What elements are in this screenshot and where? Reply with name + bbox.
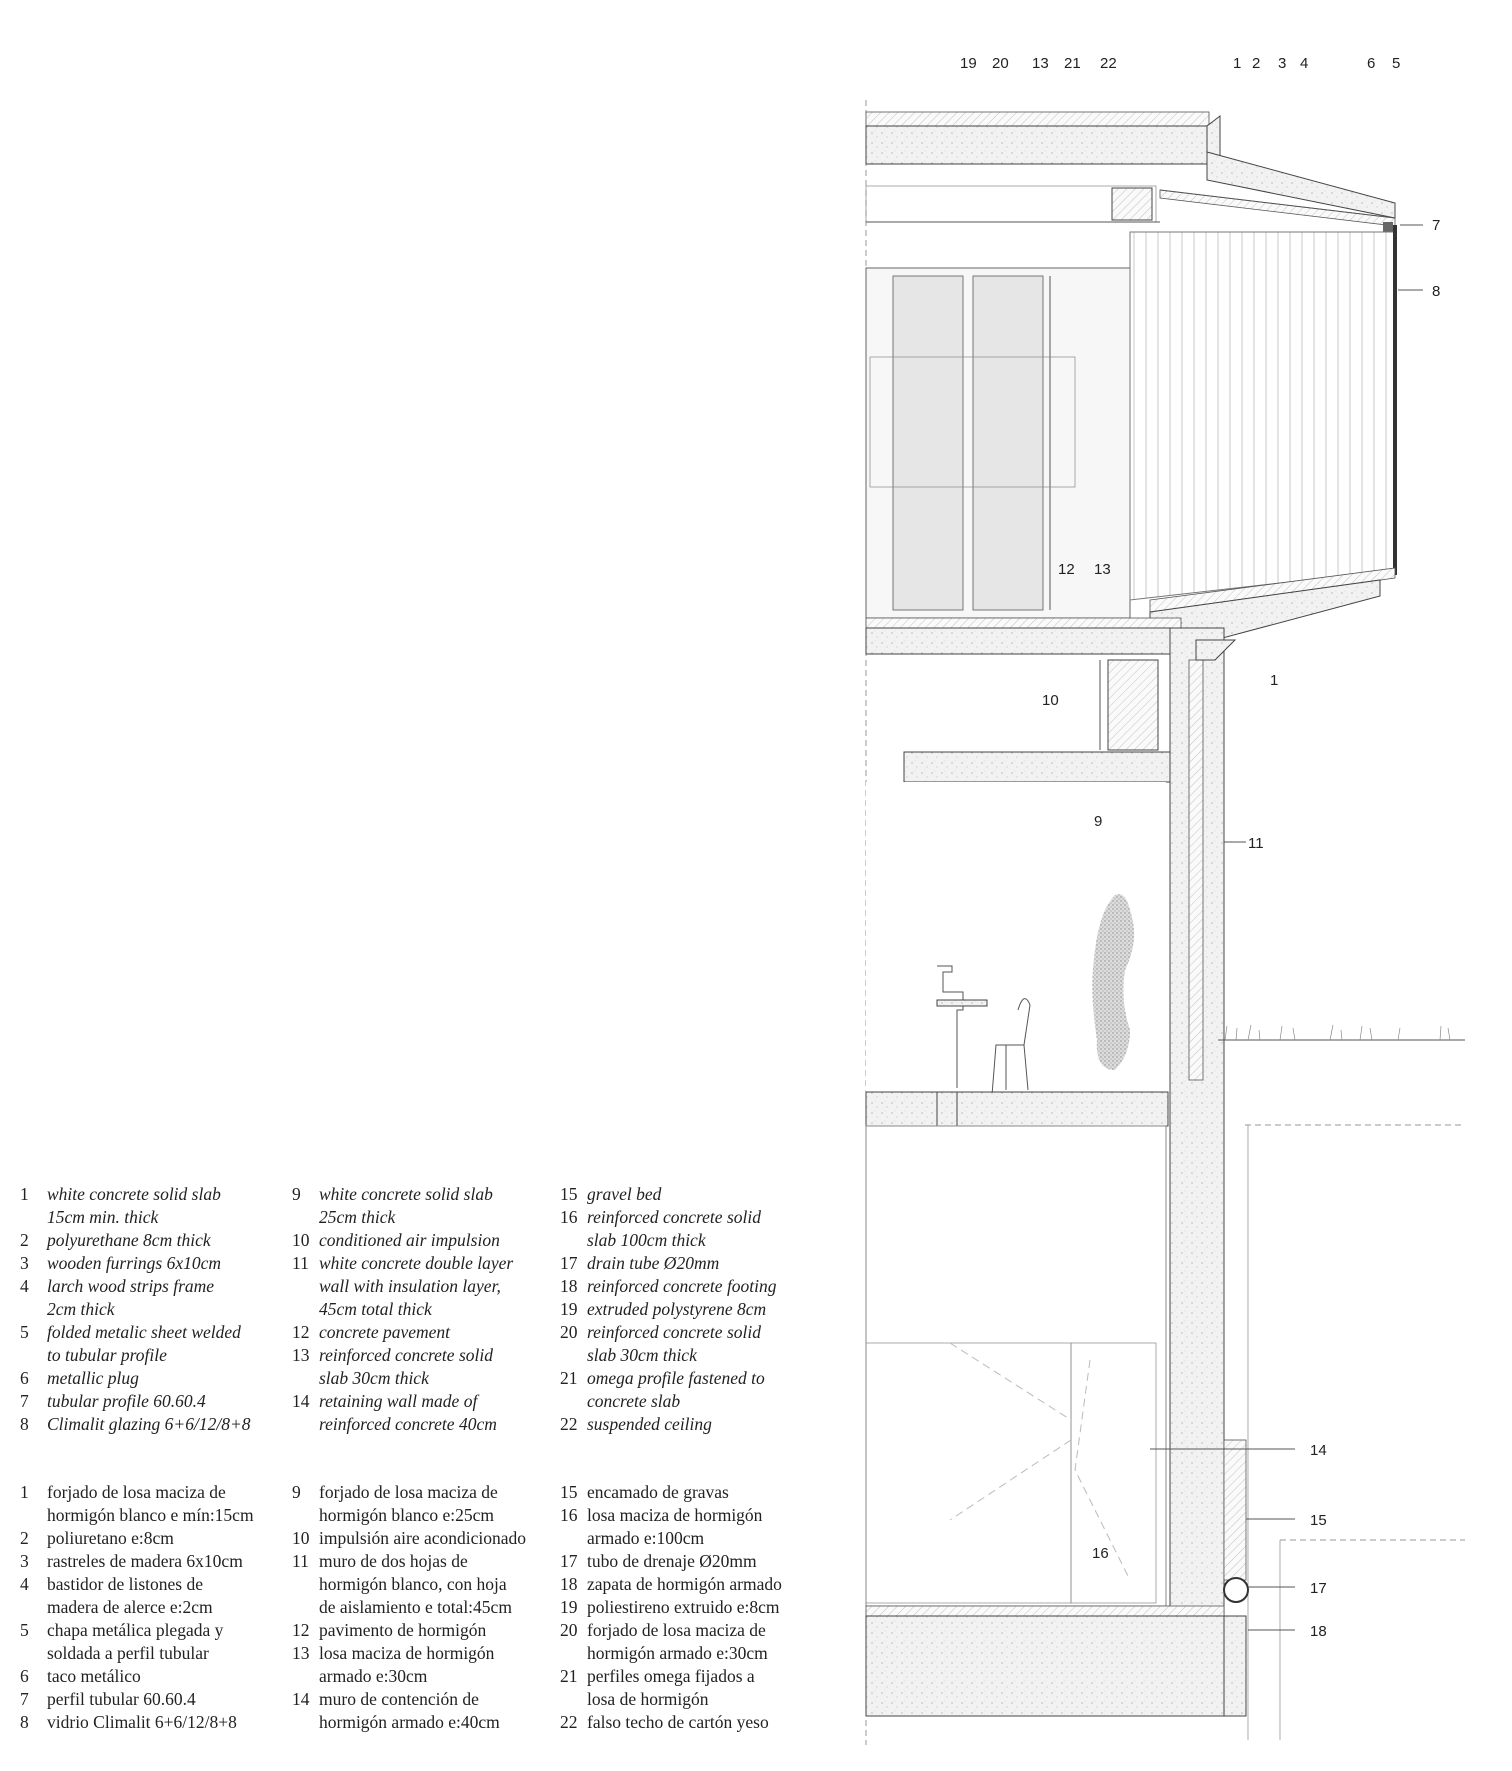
legend-item-number: 15 [560, 1184, 578, 1204]
legend-item-number: 12 [292, 1620, 310, 1640]
legend-item-text: reinforced concrete solid slab 30cm thick [319, 1345, 493, 1388]
legend-item [560, 1298, 830, 1321]
legend-item-text: losa maciza de hormigón armado e:100cm [587, 1505, 763, 1548]
callout-12: 12 [1058, 561, 1075, 578]
legend-item [20, 1711, 285, 1734]
legend-item-number: 1 [20, 1482, 29, 1502]
legend-item-number: 21 [560, 1368, 578, 1388]
legend-item-number: 20 [560, 1322, 578, 1342]
legend-item [560, 1619, 830, 1665]
callout-13-roof: 13 [1032, 55, 1049, 72]
legend-item-number: 20 [560, 1620, 578, 1640]
legend-item-number: 1 [20, 1184, 29, 1204]
upper-room [866, 225, 1395, 640]
legend-item [560, 1321, 830, 1367]
legend-item [292, 1619, 562, 1642]
legend-item [20, 1688, 285, 1711]
legend-item [560, 1413, 830, 1436]
callout-5: 5 [1392, 55, 1401, 72]
callout-20: 20 [992, 55, 1009, 72]
callout-17: 17 [1310, 1580, 1327, 1597]
legend-item [20, 1275, 285, 1321]
legend-item [560, 1711, 830, 1734]
legend-item-text: white concrete double layer wall with insulation layer, 45cm total thick [319, 1253, 514, 1319]
legend-item-text: concrete pavement [319, 1322, 451, 1342]
legend-item [292, 1390, 562, 1436]
callout-13-floor: 13 [1094, 561, 1111, 578]
callout-2: 2 [1252, 55, 1261, 72]
legend-item [292, 1344, 562, 1390]
legend-item-text: white concrete solid slab 25cm thick [319, 1184, 493, 1227]
legend-item-number: 16 [560, 1505, 578, 1525]
legend-item-text: wooden furrings 6x10cm [47, 1253, 222, 1273]
callout-11: 11 [1248, 835, 1264, 852]
legend-item-number: 22 [560, 1414, 578, 1434]
legend-item [292, 1183, 562, 1229]
legend-item-number: 7 [20, 1391, 29, 1411]
legend-item-text: tubular profile 60.60.4 [47, 1391, 206, 1411]
legend-es-col-3 [560, 1481, 830, 1734]
legend-item [20, 1573, 285, 1619]
legend-item-text: Climalit glazing 6+6/12/8+8 [47, 1414, 251, 1434]
legend-item [20, 1413, 285, 1436]
legend-item-number: 7 [20, 1689, 29, 1709]
legend-item [20, 1550, 285, 1573]
legend-item [560, 1665, 830, 1711]
callout-6: 6 [1367, 55, 1376, 72]
legend-item-number: 10 [292, 1528, 310, 1548]
legend-item-text: perfil tubular 60.60.4 [47, 1689, 196, 1709]
legend-item-number: 8 [20, 1414, 29, 1434]
legend-item-number: 15 [560, 1482, 578, 1502]
ground [1218, 1025, 1465, 1740]
callout-19: 19 [960, 55, 977, 72]
legend-item-text: suspended ceiling [587, 1414, 712, 1434]
legend-item-text: conditioned air impulsion [319, 1230, 500, 1250]
legend-item-number: 9 [292, 1184, 301, 1204]
legend-item-text: encamado de gravas [587, 1482, 729, 1502]
legend-item-text: omega profile fastened to concrete slab [587, 1368, 765, 1411]
legend-item [560, 1504, 830, 1550]
legend-item-text: polyurethane 8cm thick [47, 1230, 211, 1250]
legend-item-number: 10 [292, 1230, 310, 1250]
legend-item-number: 5 [20, 1322, 29, 1342]
callout-22: 22 [1100, 55, 1117, 72]
legend-item [560, 1367, 830, 1413]
legend-item [20, 1619, 285, 1665]
legend-item-text: drain tube Ø20mm [587, 1253, 720, 1273]
callout-9: 9 [1094, 813, 1103, 830]
legend-item-text: taco metálico [47, 1666, 141, 1686]
legend-item [20, 1481, 285, 1527]
legend-item-number: 17 [560, 1253, 578, 1273]
legend-item-number: 3 [20, 1253, 29, 1273]
callout-8: 8 [1432, 283, 1441, 300]
callout-16: 16 [1092, 1545, 1109, 1562]
legend-item-number: 6 [20, 1368, 29, 1388]
legend-item-number: 14 [292, 1391, 310, 1411]
callout-18: 18 [1310, 1623, 1327, 1640]
callout-1-roof: 1 [1233, 55, 1242, 72]
legend-item-number: 16 [560, 1207, 578, 1227]
legend-item [20, 1183, 285, 1229]
legend-item [20, 1665, 285, 1688]
legend-item-number: 18 [560, 1574, 578, 1594]
legend-item-number: 5 [20, 1620, 29, 1640]
legend-item [20, 1367, 285, 1390]
legend-item-number: 13 [292, 1345, 310, 1365]
legend-item-text: vidrio Climalit 6+6/12/8+8 [47, 1712, 237, 1732]
legend-item-number: 18 [560, 1276, 578, 1296]
legend-item [292, 1527, 562, 1550]
legend-item-text: perfiles omega fijados a losa de hormigón [587, 1666, 755, 1709]
legend-item-number: 21 [560, 1666, 578, 1686]
callout-21: 21 [1064, 55, 1081, 72]
legend-item-text: metallic plug [47, 1368, 139, 1388]
legend-item [292, 1550, 562, 1619]
legend-item [292, 1252, 562, 1321]
legend-item-number: 8 [20, 1712, 29, 1732]
legend-item-text: poliuretano e:8cm [47, 1528, 174, 1548]
legend-item-number: 11 [292, 1253, 309, 1273]
callout-1-cantilever: 1 [1270, 672, 1279, 689]
living-level [866, 782, 1166, 1095]
legend-item-text: chapa metálica plegada y soldada a perfil tubular [47, 1620, 224, 1663]
legend-item-number: 19 [560, 1597, 578, 1617]
legend-item-text: reinforced concrete solid slab 30cm thick [587, 1322, 761, 1365]
legend-es-col-1 [20, 1481, 285, 1734]
legend-item-number: 14 [292, 1689, 310, 1709]
legend-item-text: gravel bed [587, 1184, 662, 1204]
legend-item-text: larch wood strips frame 2cm thick [47, 1276, 215, 1319]
legend-item [20, 1252, 285, 1275]
callout-7: 7 [1432, 217, 1441, 234]
callout-4: 4 [1300, 55, 1309, 72]
legend-item [560, 1206, 830, 1252]
legend-item [560, 1481, 830, 1504]
roof [866, 112, 1395, 242]
legend-item-text: forjado de losa maciza de hormigón blanco e mín:15cm [47, 1482, 254, 1525]
legend-item-text: losa maciza de hormigón armado e:30cm [319, 1643, 495, 1686]
legend-item-number: 2 [20, 1230, 29, 1250]
legend-item-text: muro de dos hojas de hormigón blanco, con hoja de aislamiento e total:45cm [319, 1551, 512, 1617]
legend-item-text: reinforced concrete footing [587, 1276, 777, 1296]
floor-slab-1 [866, 618, 1196, 782]
legend-item-number: 13 [292, 1643, 310, 1663]
legend-item-text: poliestireno extruido e:8cm [587, 1597, 780, 1617]
legend-item-text: extruded polystyrene 8cm [587, 1299, 767, 1319]
legend-item [560, 1596, 830, 1619]
legend-item [20, 1527, 285, 1550]
legend-item-text: bastidor de listones de madera de alerce e:2cm [47, 1574, 213, 1617]
legend-item [292, 1688, 562, 1734]
legend-item-number: 4 [20, 1276, 29, 1296]
legend-item-text: pavimento de hormigón [319, 1620, 487, 1640]
legend-item-text: tubo de drenaje Ø20mm [587, 1551, 757, 1571]
callout-10: 10 [1042, 692, 1059, 709]
legend-en-col-2 [292, 1183, 562, 1436]
legend-item [20, 1229, 285, 1252]
legend-item-number: 19 [560, 1299, 578, 1319]
legend-item [292, 1321, 562, 1344]
legend-item-number: 17 [560, 1551, 578, 1571]
legend-item [560, 1183, 830, 1206]
legend-item-text: zapata de hormigón armado [587, 1574, 782, 1594]
legend-item-text: rastreles de madera 6x10cm [47, 1551, 243, 1571]
legend-en-col-1 [20, 1183, 285, 1436]
legend-item [560, 1573, 830, 1596]
legend-item [292, 1642, 562, 1688]
legend-item-number: 3 [20, 1551, 29, 1571]
callout-3: 3 [1278, 55, 1287, 72]
legend-item-number: 9 [292, 1482, 301, 1502]
legend-item-text: retaining wall made of reinforced concrete 40cm [319, 1391, 497, 1434]
legend-item-number: 11 [292, 1551, 309, 1571]
legend-item-number: 2 [20, 1528, 29, 1548]
legend-es-col-2 [292, 1481, 562, 1734]
legend-item-number: 12 [292, 1322, 310, 1342]
legend-item [560, 1275, 830, 1298]
legend-en-col-3 [560, 1183, 830, 1436]
legend-item-text: folded metalic sheet welded to tubular profile [47, 1322, 241, 1365]
legend-item-text: muro de contención de hormigón armado e:40cm [319, 1689, 500, 1732]
legend-item-text: white concrete solid slab 15cm min. thick [47, 1184, 221, 1227]
legend-item [20, 1321, 285, 1367]
legend-item-number: 22 [560, 1712, 578, 1732]
legend-item-number: 4 [20, 1574, 29, 1594]
legend-item-text: falso techo de cartón yeso [587, 1712, 769, 1732]
legend-item [20, 1390, 285, 1413]
legend-item [292, 1229, 562, 1252]
callout-14: 14 [1310, 1442, 1327, 1459]
legend-item-text: forjado de losa maciza de hormigón armado e:30cm [587, 1620, 768, 1663]
callout-15: 15 [1310, 1512, 1327, 1529]
legend-item-text: forjado de losa maciza de hormigón blanco e:25cm [319, 1482, 498, 1525]
legend-item-text: reinforced concrete solid slab 100cm thick [587, 1207, 761, 1250]
legend-item [560, 1550, 830, 1573]
legend-item [560, 1252, 830, 1275]
legend-item [292, 1481, 562, 1527]
legend-item-number: 6 [20, 1666, 29, 1686]
legend-item-text: impulsión aire acondicionado [319, 1528, 527, 1548]
